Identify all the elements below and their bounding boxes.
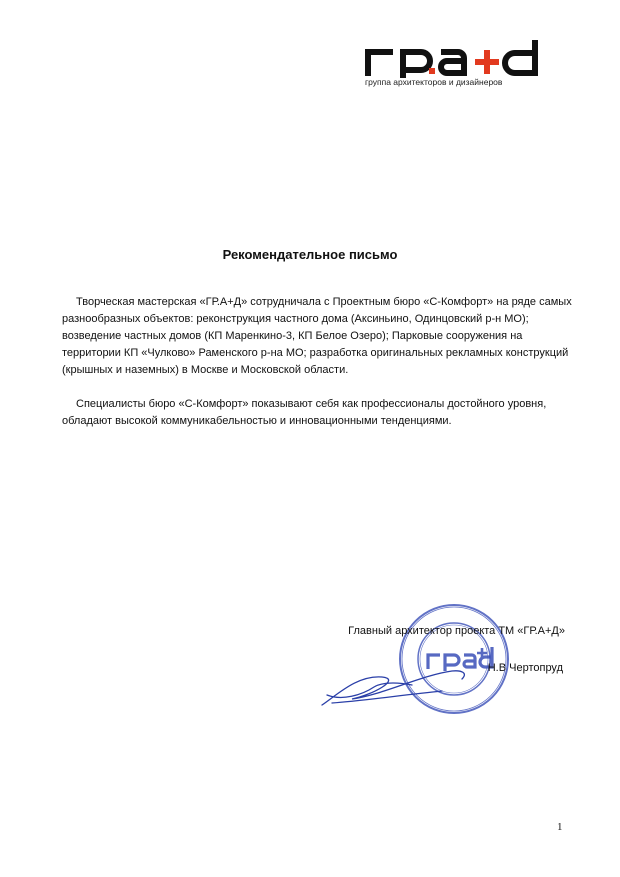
company-logo [357,38,547,93]
signatory-position: Главный архитектор проекта ТМ «ГР.А+Д» [348,625,565,637]
body-paragraph-1: Творческая мастерская «ГР.А+Д» сотрудничала с Проектным бюро «С-Комфорт» на ряде самых разнообразных объектов: реконструкция частного дома (Аксиньино, Одинцовский р-н МО); возведение частных домов (КП Маренкино-3, КП Белое Озеро); Парковые сооружения на территории КП «Чулково» Раменского р-на МО; разработка оригинальных рекламных конструкций (крышных и наземных) в Москве и Московской области. [62,296,572,376]
handwritten-signature [312,665,482,710]
letter-title: Рекомендательное письмо [222,247,398,262]
logo-tagline: группа архитекторов и дизайнеров [365,77,503,87]
logo-wordmark [363,38,543,78]
signatory-name: Н.В Чертопруд [487,662,563,674]
body-paragraph-2: Специалисты бюро «С-Комфорт» показывают себя как профессионалы достойного уровня, обладают высокой коммуникабельностью и инновационными тенденциями. [62,398,547,427]
page-number: 1 [557,821,563,833]
